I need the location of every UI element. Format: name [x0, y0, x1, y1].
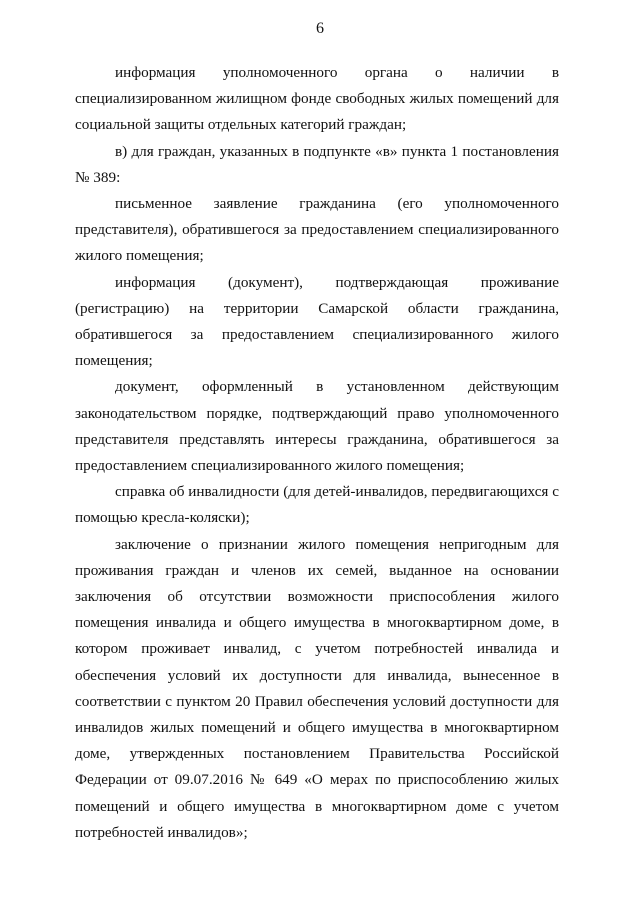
page-number: 6 [316, 20, 324, 37]
paragraph-subitem-v: в) для граждан, указанных в подпункте «в» пункта 1 постановления № 389: [75, 142, 559, 186]
paragraph-disability-certificate: справка об инвалидности (для детей-инвалидов, передвигающихся с помощью кресла-коляски); [75, 483, 559, 527]
paragraph-written-application: письменное заявление гражданина (его уполномоченного представителя), обратившегося за предоставлением специализированного жилого помещения; [75, 195, 559, 265]
document-body [75, 60, 559, 846]
paragraph-info-authority: информация уполномоченного органа о наличии в специализированном жилищном фонде свободных жилых помещений для социальной защиты отдельных категорий граждан; [75, 64, 559, 134]
paragraph-representative-document: документ, оформленный в установленном действующим законодательством порядке, подтверждающий право уполномоченного представителя представлять интересы гражданина, обратившегося за предоставлением специализированного жилого помещения; [75, 378, 559, 475]
paragraph-unfit-dwelling-conclusion: заключение о признании жилого помещения непригодным для проживания граждан и членов их семей, выданное на основании заключения об отсутствии возможности приспособления жилого помещения инвалида и общего имущества в многоквартирном доме, в котором проживает инвалид, с учетом потребностей инвалида и обеспечения условий их доступности для инвалида, вынесенное в соответствии с пунктом 20 Правил обеспечения условий доступности для инвалидов жилых помещений и общего имущества в многоквартирном доме, утвержденных постановлением Правительства Российской Федерации от 09.07.2016 № 649 «О мерах по приспособлению жилых помещений и общего имущества в многоквартирном доме с учетом потребностей инвалидов»; [75, 535, 559, 841]
paragraph-residence-info: информация (документ), подтверждающая проживание (регистрацию) на территории Самарской области гражданина, обратившегося за предоставлением специализированного жилого помещения; [75, 273, 559, 370]
